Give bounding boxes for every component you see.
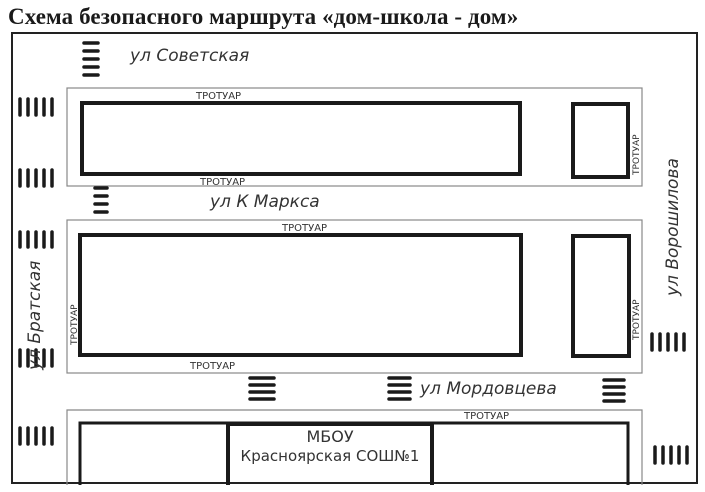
sidewalk-label-right-middle: ТРОТУАР bbox=[632, 299, 642, 340]
sidewalk-label-middle-top: ТРОТУАР bbox=[282, 223, 328, 234]
crosswalk-mordovtseva-3 bbox=[604, 380, 624, 401]
map-frame bbox=[12, 33, 697, 483]
building-middle-right bbox=[573, 236, 629, 356]
sidewalk-label-top: ТРОТУАР bbox=[196, 91, 242, 102]
street-label-mordovtseva: ул Мордовцева bbox=[420, 379, 557, 399]
building-top-right bbox=[573, 104, 628, 177]
school-label-line2: Красноярская СОШ№1 bbox=[240, 447, 420, 465]
crosswalk-mordovtseva-2 bbox=[389, 378, 410, 399]
street-label-voroshilova: ул Ворошилова bbox=[663, 158, 683, 296]
crosswalk-mordovtseva-1 bbox=[250, 378, 274, 399]
building-middle-left bbox=[80, 235, 521, 355]
sidewalk-label-bottom: ТРОТУАР bbox=[464, 411, 510, 422]
sidewalk-label-right-top: ТРОТУАР bbox=[632, 134, 642, 175]
street-label-k-marksa: ул К Маркса bbox=[210, 192, 320, 212]
map-title: Схема безопасного маршрута «дом-школа - дом» bbox=[8, 4, 519, 29]
crosswalk-left-1 bbox=[20, 99, 52, 115]
school-label-line1: МБОУ bbox=[306, 427, 354, 446]
street-label-bratskaya: ул Братская bbox=[25, 260, 45, 370]
sidewalk-label-middle-bottom: ТРОТУАР bbox=[190, 361, 236, 372]
crosswalk-right-2 bbox=[655, 447, 687, 463]
crosswalk-right-1 bbox=[652, 334, 684, 350]
sidewalk-block-middle bbox=[67, 220, 642, 373]
sidewalk-label-k-marksa: ТРОТУАР bbox=[200, 177, 246, 188]
crosswalk-left-3 bbox=[20, 232, 52, 247]
crosswalk-left-5 bbox=[20, 428, 52, 444]
street-label-sovetskaya: ул Советская bbox=[130, 46, 250, 66]
crosswalk-k-marksa bbox=[95, 188, 107, 212]
crosswalk-left-2 bbox=[20, 170, 52, 186]
crosswalk-sovetskaya bbox=[84, 43, 98, 75]
building-top-left bbox=[82, 103, 520, 174]
sidewalk-label-left-middle: ТРОТУАР bbox=[70, 304, 80, 345]
